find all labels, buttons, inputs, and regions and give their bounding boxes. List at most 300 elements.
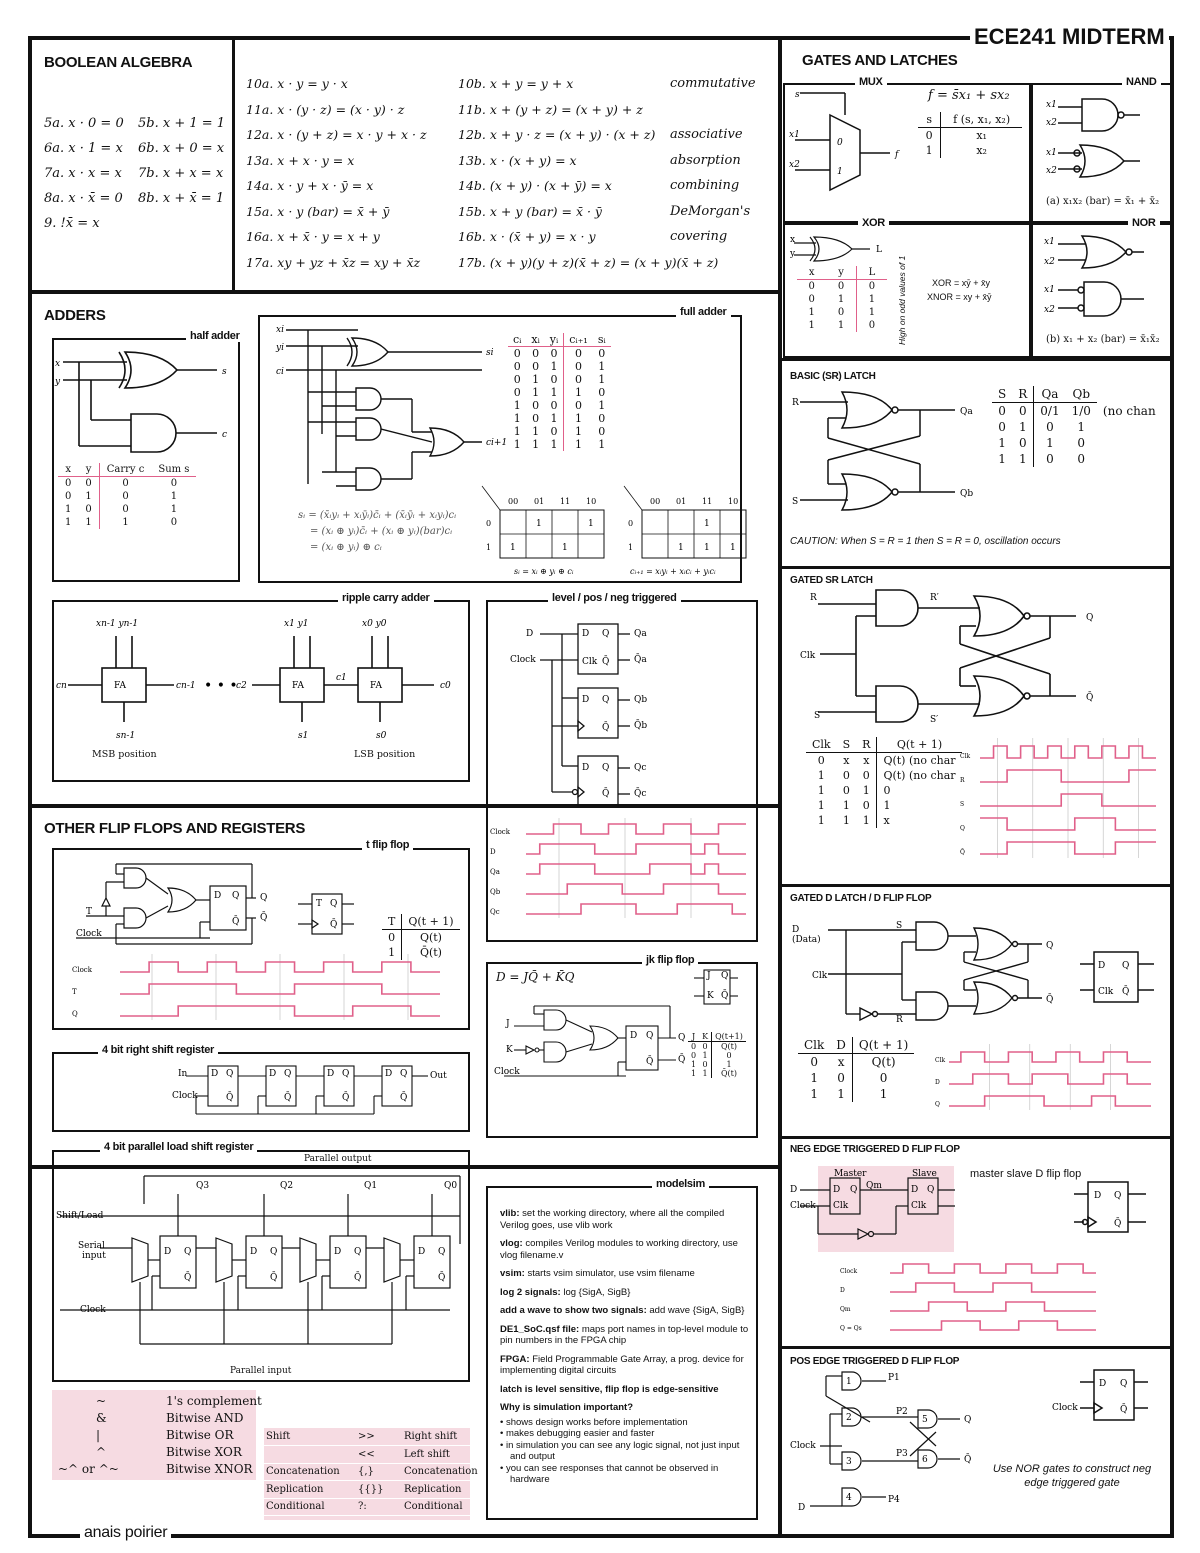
svg-text:Q̄: Q̄ [602, 657, 610, 667]
signal-trace [949, 1074, 1151, 1084]
svg-text:Q: Q [330, 899, 338, 909]
svg-text:Q: Q [342, 1069, 350, 1079]
table-row [798, 1070, 914, 1086]
boolean-law: 8b. x + x̄ = 1 [138, 191, 225, 206]
table-row [992, 435, 1162, 451]
table-row [508, 360, 611, 373]
kmap-carry-label: cᵢ₊₁ = xᵢyᵢ + xᵢcᵢ + yᵢcᵢ [630, 567, 716, 576]
boolean-theorem: 12a. x · (y + z) = x · y + x · z [246, 127, 427, 142]
kmap-cell: 1 [510, 543, 516, 553]
operator-cell: Conditional [266, 1501, 325, 1512]
table-cell: 0 [1046, 452, 1054, 466]
modelsim-note: DE1_SoC.qsf file: maps port names in top-level module to pin numbers in the FPGA chip [500, 1323, 749, 1346]
svg-text:Q̄: Q̄ [721, 991, 729, 1001]
table-cell: 1 [78, 490, 99, 503]
svg-text:input: input [82, 1251, 106, 1261]
divider-gated-sr [780, 566, 1174, 569]
svg-text:S′: S′ [930, 715, 939, 725]
kmap-cell: 1 [678, 543, 684, 553]
full-adder-kmaps [478, 482, 740, 578]
svg-text:L: L [876, 245, 882, 255]
pos-edge-diagram [790, 1366, 980, 1526]
gated-d-waveform [935, 1044, 1155, 1120]
svg-text:D: D [792, 925, 800, 935]
divider-sr [780, 358, 1174, 361]
table-cell: 1 [513, 412, 521, 425]
nand-demorgan-note: (a) x₁x₂ (bar) = x̄₁ + x̄₂ [1046, 196, 1160, 207]
svg-text:s: s [222, 367, 227, 377]
signal-label: Q̄ [960, 849, 965, 856]
shift-operators-table [264, 1428, 478, 1520]
svg-text:Q̄: Q̄ [260, 913, 268, 923]
table-cell: 0 [826, 306, 856, 319]
table-cell: 1 [817, 799, 825, 812]
table-cell: 1 [691, 1069, 697, 1078]
kmap-cell: 1 [562, 543, 568, 553]
svg-text:Q̄: Q̄ [232, 917, 240, 927]
kmap-cell: 1 [704, 519, 710, 529]
table-row [797, 280, 887, 294]
table-row [798, 1054, 914, 1071]
table-cell: 1 [65, 517, 72, 528]
table-header: f (s, x₁, x₂) [941, 112, 1022, 128]
kmap-row-label: 0 [486, 519, 492, 528]
modelsim-term: vlog: [500, 1238, 523, 1249]
msb-position-label: MSB position [92, 749, 157, 760]
svg-text:Qm: Qm [866, 1181, 882, 1191]
jk-truth-table [688, 1032, 746, 1078]
signal-label: Qb [490, 888, 501, 896]
table-cell: Q(t) (no char [883, 769, 956, 782]
svg-text:Clock: Clock [790, 1201, 816, 1211]
table-row [797, 306, 887, 319]
boolean-theorem: 15b. x + y (bar) = x̄ · ȳ [458, 203, 602, 219]
signal-label: Qc [490, 908, 500, 916]
nor-gates [1040, 234, 1170, 334]
svg-text:Qc: Qc [634, 763, 647, 773]
operator-cell: Replication [404, 1483, 462, 1495]
svg-text:Q: Q [602, 629, 610, 639]
table-row [688, 1060, 746, 1069]
svg-text:Q: Q [400, 1069, 408, 1079]
waveform-grid [989, 1044, 1110, 1110]
table-header: D [830, 1037, 852, 1054]
jk-diagram [494, 1006, 694, 1082]
svg-text:Q: Q [438, 1247, 446, 1257]
modelsim-term: latch is level sensitive, flip flop is edge-sensitive [500, 1383, 719, 1395]
svg-text:Clock: Clock [494, 1067, 520, 1077]
nand-gates [1040, 95, 1170, 195]
svg-text:K: K [506, 1045, 513, 1055]
table-cell: Q̄(t) [419, 946, 442, 959]
modelsim-term: vlib: [500, 1208, 520, 1219]
table-cell: Q̄(t) [720, 1069, 737, 1078]
table-header: Sum s [151, 463, 196, 477]
table-header: S [992, 386, 1012, 403]
modelsim-note [500, 1402, 754, 1414]
sr-latch-title: BASIC (SR) LATCH [786, 371, 880, 382]
table-cell: 0 [842, 769, 850, 782]
svg-text:D: D [833, 1185, 841, 1195]
table-header-row [508, 333, 611, 347]
table-cell: 0 [830, 1070, 852, 1086]
operator-cell: Shift [266, 1431, 291, 1442]
table-cell: 1 [513, 425, 521, 438]
table-header: Q(t + 1) [852, 1037, 914, 1054]
svg-text:6: 6 [922, 1455, 928, 1465]
table-header: s [918, 112, 941, 128]
table-cell: 1 [868, 294, 876, 305]
author-name: anais poirier [80, 1524, 171, 1542]
divider-boolean-inner [232, 36, 235, 292]
table-cell: 0 [810, 1055, 818, 1069]
table-cell: 1 [826, 319, 856, 332]
table-row [806, 798, 962, 813]
svg-text:xn-1 yn-1: xn-1 yn-1 [96, 619, 139, 629]
boolean-theorem: 10b. x + y = y + x [458, 76, 574, 91]
kmap-col-label: 01 [676, 497, 687, 506]
list-item: • you can see responses that cannot be observed in hardware [500, 1462, 719, 1485]
table-header: cᵢ [508, 333, 526, 347]
svg-text:Q̄a: Q̄a [634, 655, 647, 665]
table-cell: 1 [842, 814, 850, 827]
table-header: Clk [806, 737, 837, 753]
svg-text:Q̄: Q̄ [1114, 1219, 1122, 1229]
svg-text:ci+1: ci+1 [486, 438, 508, 448]
boolean-law: 9. !x̄ = x [44, 216, 100, 231]
svg-text:D: D [911, 1185, 919, 1195]
table-cell: 0 [532, 412, 540, 425]
table-cell: 0 [699, 1060, 711, 1069]
svg-text:x2: x2 [1044, 305, 1055, 315]
table-cell: 1 [868, 307, 876, 318]
table-cell: x [843, 754, 850, 767]
signal-label: Q [72, 1010, 78, 1018]
svg-text:x1 y1: x1 y1 [284, 619, 309, 629]
kmap-cell: 1 [588, 519, 594, 529]
table-header: y [78, 463, 99, 477]
parallel-output-label: Parallel output [304, 1154, 372, 1164]
mux-equation: f = s̄x₁ + sx₂ [928, 88, 1010, 103]
svg-text:x1: x1 [1044, 237, 1055, 247]
jk-symbol [694, 968, 738, 1008]
signal-trace [890, 1283, 1096, 1292]
table-cell: 1 [808, 307, 815, 318]
table-row [508, 412, 611, 425]
modelsim-note [500, 1384, 754, 1396]
signal-label: Clock [840, 1268, 858, 1275]
table-cell: Q(t) [871, 1055, 896, 1069]
table-row [382, 930, 460, 946]
svg-text:y: y [55, 377, 61, 387]
svg-text:R′: R′ [930, 593, 939, 603]
waveform-grid [559, 818, 691, 918]
boolean-law: 7b. x + x = x [138, 166, 224, 181]
table-cell: 0 [856, 798, 877, 813]
table-cell: 0 [575, 347, 583, 360]
svg-text:S: S [896, 921, 903, 931]
table-cell: 0 [513, 347, 521, 360]
other-flipflops-title: OTHER FLIP FLOPS AND REGISTERS [40, 820, 309, 837]
table-header: Qa [1034, 386, 1066, 403]
svg-text:Q: Q [1114, 1191, 1122, 1201]
table-cell: 1 [918, 143, 941, 158]
ripple-adder-diagram [56, 612, 466, 762]
table-cell: 1 [1046, 436, 1054, 450]
svg-text:x1: x1 [1046, 100, 1057, 110]
operator-row-line [264, 1498, 470, 1499]
t-flipflop-title: t flip flop [362, 839, 413, 851]
divider-pos-edge [780, 1346, 1174, 1349]
t-flipflop-diagram [76, 858, 276, 948]
svg-text:x1: x1 [1044, 285, 1055, 295]
table-cell: 1 [830, 1086, 852, 1102]
table-cell: 1 [545, 360, 564, 373]
svg-text:Shift/Load: Shift/Load [56, 1211, 104, 1221]
level-triggered-title: level / pos / neg triggered [548, 592, 681, 604]
svg-text:Q: Q [721, 971, 729, 981]
boolean-law: 5b. x + 1 = 1 [138, 116, 226, 131]
table-cell: 1 [598, 399, 606, 412]
half-adder-title: half adder [186, 330, 244, 342]
simulation-reasons [500, 1417, 754, 1486]
theorem-name: absorption [670, 152, 741, 168]
svg-text:Q̄: Q̄ [1122, 987, 1130, 997]
full-adder-title: full adder [676, 306, 731, 318]
t-flipflop-waveform [72, 954, 452, 1018]
svg-text:Q̄: Q̄ [330, 920, 338, 930]
table-header: J [688, 1032, 699, 1042]
svg-text:Q̄: Q̄ [646, 1057, 654, 1067]
table-cell: 0 [808, 281, 815, 292]
sum-equation: sᵢ = (x̄ᵢyᵢ + xᵢȳᵢ)c̄ᵢ + (x̄ᵢȳᵢ + xᵢyᵢ)cᵢ [298, 510, 457, 521]
sr-caution: CAUTION: When S = R = 1 then S = R = 0, oscillation occurs [790, 536, 1061, 547]
svg-text:Q: Q [678, 1033, 686, 1043]
table-cell: 1 [826, 293, 856, 306]
signal-label: Clk [960, 753, 971, 760]
table-cell: 0 [598, 425, 606, 438]
modelsim-note: vsim: starts vsim simulator, use vsim filename [500, 1268, 695, 1279]
table-cell: 1 [998, 452, 1006, 466]
operator-row-line [264, 1480, 470, 1481]
table-cell: 1 [170, 504, 178, 515]
table-header: K [699, 1032, 711, 1042]
table-header: x [58, 463, 78, 477]
signal-label: D [490, 848, 496, 856]
modelsim-note: add a wave to show two signals: add wave {SigA, SigB} [500, 1305, 745, 1316]
full-adder-diagram [272, 322, 508, 492]
svg-text:D: D [526, 629, 534, 639]
divider-gated-d [780, 884, 1174, 887]
mux-label: MUX [855, 76, 887, 88]
table-header: Q(t + 1) [877, 737, 962, 753]
half-adder-table [58, 463, 196, 529]
svg-text:T: T [86, 907, 93, 917]
svg-text:K: K [707, 991, 714, 1001]
svg-text:Qb: Qb [960, 489, 974, 499]
svg-text:Q̄: Q̄ [602, 789, 610, 799]
signal-label: Clock [490, 828, 510, 836]
svg-text:D: D [798, 1503, 806, 1513]
table-cell: 1 [810, 1071, 818, 1085]
shift-register-diagram [172, 1062, 466, 1124]
svg-text:D: D [1098, 961, 1106, 971]
svg-text:Clock: Clock [172, 1091, 198, 1101]
xor-equation: XOR = xȳ + x̄y [932, 278, 991, 288]
svg-text:y: y [790, 249, 796, 259]
table-header-row [992, 386, 1162, 403]
sr-latch-diagram [790, 388, 990, 513]
svg-text:Clk: Clk [1098, 987, 1114, 997]
svg-text:Q̄: Q̄ [342, 1093, 350, 1103]
adders-title: ADDERS [40, 307, 110, 324]
vertical-divider [778, 36, 782, 1538]
table-row [798, 1086, 914, 1102]
list-item: • makes debugging easier and faster [500, 1428, 655, 1439]
table-cell: 0 [513, 386, 521, 399]
kmap [624, 486, 746, 558]
svg-text:Q̄: Q̄ [438, 1273, 446, 1283]
master-slave-label: master slave D flip flop [970, 1168, 1082, 1180]
table-cell: 0 [598, 386, 606, 399]
signal-label: Clock [72, 966, 92, 974]
signal-label: Clk [935, 1057, 946, 1064]
svg-text:• • •: • • • [204, 678, 238, 694]
modelsim-note: vlog: compiles Verilog modules to working directory, use vlog filename.v [500, 1238, 738, 1261]
svg-text:Clk: Clk [812, 971, 828, 981]
signal-label: Q [935, 1101, 940, 1108]
table-header: Qb [1066, 386, 1097, 403]
table-cell: 0 [998, 404, 1006, 418]
svg-text:5: 5 [922, 1415, 928, 1425]
svg-text:D: D [418, 1247, 426, 1257]
svg-text:Q1: Q1 [364, 1181, 378, 1191]
svg-text:cn: cn [56, 681, 67, 691]
table-row [508, 425, 611, 438]
table-row [797, 319, 887, 332]
table-header-row [382, 914, 460, 930]
table-cell: 0 [545, 425, 564, 438]
signal-label: Qa [490, 868, 500, 876]
table-cell: x₁ [976, 129, 987, 142]
modelsim-note: log 2 signals: log {SigA, SigB} [500, 1286, 631, 1298]
table-cell: 0 [78, 503, 99, 516]
table-cell: 1 [575, 425, 583, 438]
waveform-grid [152, 954, 408, 1020]
table-cell: x₂ [976, 144, 987, 157]
table-cell: 1 [545, 412, 564, 425]
svg-text:c2: c2 [236, 681, 247, 691]
table-cell: 0 [691, 1051, 697, 1060]
table-cell: 0 [513, 360, 521, 373]
svg-text:1: 1 [846, 1377, 852, 1387]
table-cell: 0 [1077, 452, 1086, 466]
boolean-theorem: 16a. x + x̄ · y = x + y [246, 229, 380, 244]
table-cell: 1 [532, 386, 540, 399]
table-row [508, 386, 611, 399]
kmap-col-label: 00 [508, 497, 519, 506]
table-row [918, 143, 1022, 158]
table-cell: 0 [545, 399, 564, 412]
svg-text:Clk: Clk [911, 1201, 927, 1211]
table-cell: 1 [1012, 419, 1034, 435]
svg-text:Q: Q [1046, 941, 1054, 951]
operator-cell: >> [358, 1431, 375, 1442]
boolean-theorem: 12b. x + y · z = (x + y) · (x + z) [458, 127, 656, 142]
svg-text:FA: FA [292, 681, 304, 691]
table-cell: 1 [726, 1060, 732, 1069]
xor-label: XOR [858, 217, 889, 229]
svg-text:0: 0 [837, 138, 843, 148]
svg-text:FA: FA [370, 681, 382, 691]
svg-text:(Data): (Data) [792, 935, 821, 945]
table-cell: 1 [575, 386, 583, 399]
table-cell: 0 [1077, 436, 1086, 450]
level-triggered-waveform [490, 818, 752, 928]
signal-trace [890, 1264, 1096, 1273]
table-cell: 0 [122, 478, 129, 489]
table-header-row [918, 112, 1022, 128]
operator-symbol: ~^ or ^~ [58, 1462, 119, 1476]
table-cell: 0 [1012, 435, 1034, 451]
svg-text:Q: Q [850, 1185, 858, 1195]
svg-text:P4: P4 [888, 1495, 900, 1505]
svg-text:f: f [895, 150, 899, 160]
svg-text:Q̄: Q̄ [1086, 693, 1094, 703]
half-adder-diagram [55, 346, 235, 451]
svg-text:Q̄: Q̄ [964, 1455, 972, 1465]
table-header-row [798, 1037, 914, 1054]
svg-text:Q0: Q0 [444, 1181, 458, 1191]
svg-text:P2: P2 [896, 1407, 908, 1417]
table-row [797, 293, 887, 306]
svg-text:sn-1: sn-1 [116, 731, 136, 741]
table-cell: Q(t) [720, 1042, 737, 1051]
nor-label: NOR [1128, 217, 1160, 229]
table-cell: 0 [532, 360, 540, 373]
table-cell [1097, 451, 1162, 467]
table-cell: 1 [817, 784, 825, 797]
mux-diagram [785, 85, 915, 205]
svg-text:Q̄: Q̄ [270, 1273, 278, 1283]
svg-text:s0: s0 [376, 731, 387, 741]
svg-text:Q: Q [184, 1247, 192, 1257]
modelsim-note: vlib: set the working directory, where all the compiled Verilog goes, use vlib work [500, 1208, 725, 1231]
theorem-name: combining [670, 178, 740, 193]
signal-trace [890, 1302, 1096, 1311]
operator-cell: Conditional [404, 1501, 463, 1512]
boolean-law: 6b. x + 0 = x [138, 141, 225, 156]
table-cell: 0 [532, 347, 540, 360]
svg-text:x0 y0: x0 y0 [362, 619, 387, 629]
signal-label: S [960, 801, 965, 808]
table-row [918, 128, 1022, 144]
svg-text:c0: c0 [440, 681, 451, 691]
table-cell: 0 [78, 477, 99, 491]
signal-trace [890, 1321, 1096, 1330]
operator-row-line [264, 1463, 470, 1464]
pos-edge-symbol [1052, 1368, 1152, 1428]
modelsim-term: log 2 signals: [500, 1286, 561, 1298]
svg-text:In: In [178, 1069, 188, 1079]
table-cell: 0 [998, 420, 1006, 434]
svg-text:Q̄: Q̄ [1046, 995, 1054, 1005]
table-header: Q(t + 1) [402, 914, 460, 930]
table-cell: 1 [575, 438, 583, 451]
table-cell: 0 [699, 1042, 711, 1052]
svg-text:Q: Q [260, 893, 268, 903]
boolean-theorem: 13b. x · (x + y) = x [458, 152, 577, 168]
